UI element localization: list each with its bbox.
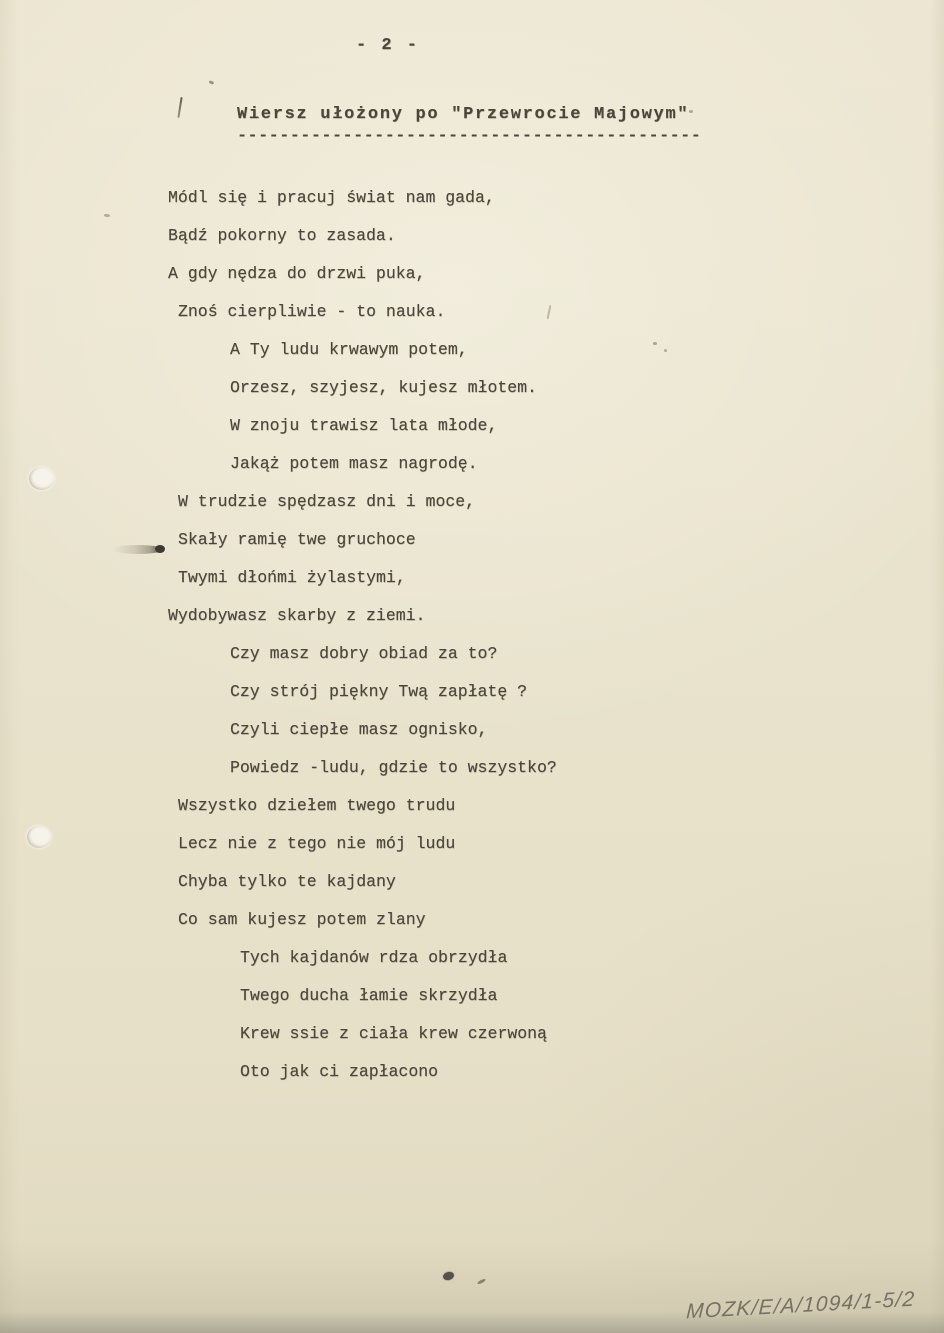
poem-line: Powiedz -ludu, gdzie to wszystko? <box>230 758 557 777</box>
poem-line: Chyba tylko te kajdany <box>178 872 396 891</box>
poem-line: Czyli ciepłe masz ognisko, <box>230 720 488 739</box>
archive-reference-handwriting: MOZK/E/A/1094/1-5/2 <box>685 1287 916 1324</box>
title-underline: -------------------------------------------- <box>237 127 702 146</box>
poem-line: Wydobywasz skarby z ziemi. <box>168 606 426 625</box>
poem-line: W trudzie spędzasz dni i moce, <box>178 492 476 511</box>
poem-line: Oto jak ci zapłacono <box>240 1062 439 1081</box>
poem-line: Czy strój piękny Twą zapłatę ? <box>230 682 528 701</box>
poem-line: Tych kajdanów rdza obrzydła <box>240 948 508 967</box>
poem-line: Krew ssie z ciała krew czerwoną <box>240 1024 547 1043</box>
poem-line: A gdy nędza do drzwi puka, <box>168 264 426 283</box>
punch-hole-top <box>29 467 54 490</box>
paper-speck <box>689 110 693 113</box>
poem-title: Wiersz ułożony po "Przewrocie Majowym" <box>237 105 690 124</box>
page-number: - 2 - <box>356 36 420 55</box>
poem-line: Czy masz dobry obiad za to? <box>230 644 498 663</box>
poem-line: Bądź pokorny to zasada. <box>168 226 396 245</box>
poem-line: Twymi dłońmi żylastymi, <box>178 568 406 587</box>
poem-line: Lecz nie z tego nie mój ludu <box>178 834 456 853</box>
poem-line: Skały ramię twe gruchoce <box>178 530 416 549</box>
paper-speck <box>653 342 657 345</box>
poem-line: A Ty ludu krwawym potem, <box>230 340 468 359</box>
ink-smudge-dot <box>155 545 165 553</box>
poem-line: Znoś cierpliwie - to nauka. <box>178 302 446 321</box>
paper-speck <box>664 349 667 352</box>
poem-line: Módl się i pracuj świat nam gada, <box>168 188 495 207</box>
poem-line: Co sam kujesz potem zlany <box>178 910 426 929</box>
poem-line: Jakąż potem masz nagrodę. <box>230 454 478 473</box>
poem-line: Wszystko dziełem twego trudu <box>178 796 456 815</box>
poem-line: Orzesz, szyjesz, kujesz młotem. <box>230 378 537 397</box>
punch-hole-bottom <box>27 826 51 848</box>
poem-line: Twego ducha łamie skrzydła <box>240 986 498 1005</box>
poem-line: W znoju trawisz lata młode, <box>230 416 498 435</box>
